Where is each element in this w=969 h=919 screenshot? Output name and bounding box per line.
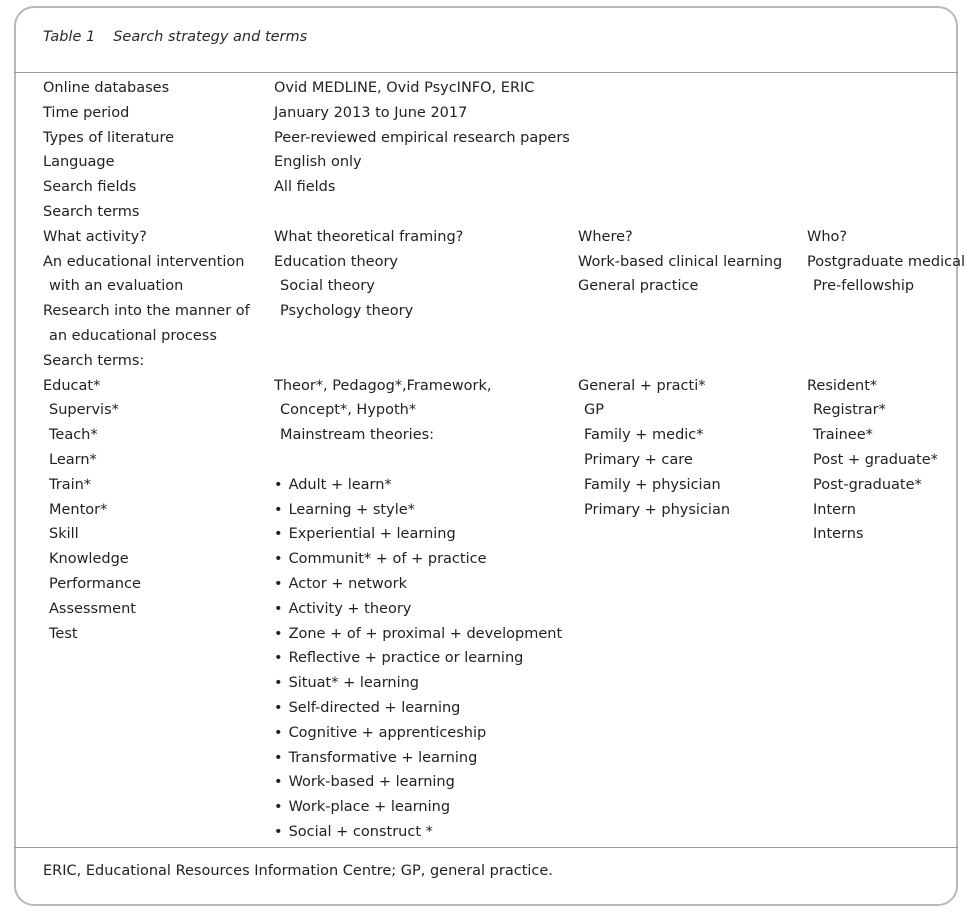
term-who: Resident* [807,377,878,394]
term-activity: Skill [49,526,79,543]
term-activity: Train* [49,476,92,493]
term-framing-bullet: • Communit* + of + practice [274,547,487,572]
meta-label: Language [43,154,115,171]
meta-label: Search fields [43,179,137,196]
meta-value: All fields [274,179,336,196]
term-where: Primary + physician [584,501,731,518]
concept-where: General practice [578,278,699,295]
table-caption [43,29,307,45]
term-framing-intro: Concept*, Hypoth* [280,402,417,419]
term-activity: Mentor* [49,501,108,518]
meta-value: English only [274,154,362,171]
term-activity: Performance [49,576,141,592]
term-framing-bullet: • Social + construct * [274,820,433,845]
concept-who: Postgraduate medical [807,253,966,270]
term-framing-bullet: • Zone + of + proximal + development [274,622,562,647]
meta-label: Types of literature [43,129,175,146]
meta-label: Time period [43,104,130,121]
term-activity: Teach* [49,427,98,444]
term-framing-bullet: • Adult + learn* [274,473,392,498]
term-activity: Supervis* [49,402,119,419]
concept-activity: Research into the manner of [43,303,250,320]
meta-value: Peer-reviewed empirical research papers [274,129,570,146]
term-activity: Knowledge [49,551,129,568]
table-number: Table 1 [43,29,96,45]
term-activity: Test [49,625,78,642]
column-header-framing: What theoretical framing? [274,228,464,245]
concept-where: Work-based clinical learning [578,253,783,270]
concept-who: Pre-fellowship [813,278,915,295]
concept-framing: Education theory [274,253,399,270]
concept-activity: with an evaluation [49,278,184,295]
term-who: Interns [813,526,864,543]
term-framing-bullet: • Reflective + practice or learning [274,646,523,671]
term-who: Post + graduate* [813,452,938,468]
column-header-where: Where? [578,228,633,245]
meta-value: January 2013 to June 2017 [274,104,468,121]
term-where: GP [584,402,604,419]
bottom-rule [14,847,958,848]
term-activity: Educat* [43,377,101,394]
term-where: General + practi* [578,377,706,394]
term-framing-bullet: • Cognitive + apprenticeship [274,721,486,746]
top-rule [14,72,958,73]
concept-activity: an educational process [49,328,217,344]
term-where: Family + medic* [584,427,704,444]
table-title: Search strategy and terms [113,29,308,45]
term-framing-bullet: • Work-place + learning [274,795,450,820]
concept-framing: Social theory [280,278,375,295]
term-framing-bullet: • Learning + style* [274,498,415,523]
term-framing-bullet: • Experiential + learning [274,522,456,547]
concept-framing: Psychology theory [280,303,414,320]
term-framing-intro: Theor*, Pedagog*,Framework, [274,377,492,394]
term-activity: Learn* [49,452,97,468]
meta-value: Ovid MEDLINE, Ovid PsycINFO, ERIC [274,80,535,96]
term-activity: Assessment [49,600,136,617]
term-framing-bullet: • Work-based + learning [274,770,455,795]
term-framing-intro: Mainstream theories: [280,427,435,444]
table-footnote: ERIC, Educational Resources Information Centre; GP, general practice. [43,863,553,879]
concept-activity: An educational intervention [43,253,245,270]
meta-label: Online databases [43,80,170,96]
term-framing-bullet: • Transformative + learning [274,746,477,771]
search-terms-heading: Search terms [43,204,140,220]
term-where: Family + physician [584,476,721,493]
term-framing-bullet: • Situat* + learning [274,671,419,696]
column-header-activity: What activity? [43,228,147,245]
term-who: Intern [813,501,856,518]
term-who: Trainee* [813,427,873,444]
term-framing-bullet: • Activity + theory [274,597,411,622]
column-header-who: Who? [807,228,848,245]
term-framing-bullet: • Actor + network [274,572,407,597]
term-where: Primary + care [584,452,693,468]
search-terms-label: Search terms: [43,352,145,369]
term-who: Registrar* [813,402,886,419]
term-framing-bullet: • Self-directed + learning [274,696,460,721]
term-who: Post-graduate* [813,476,922,493]
